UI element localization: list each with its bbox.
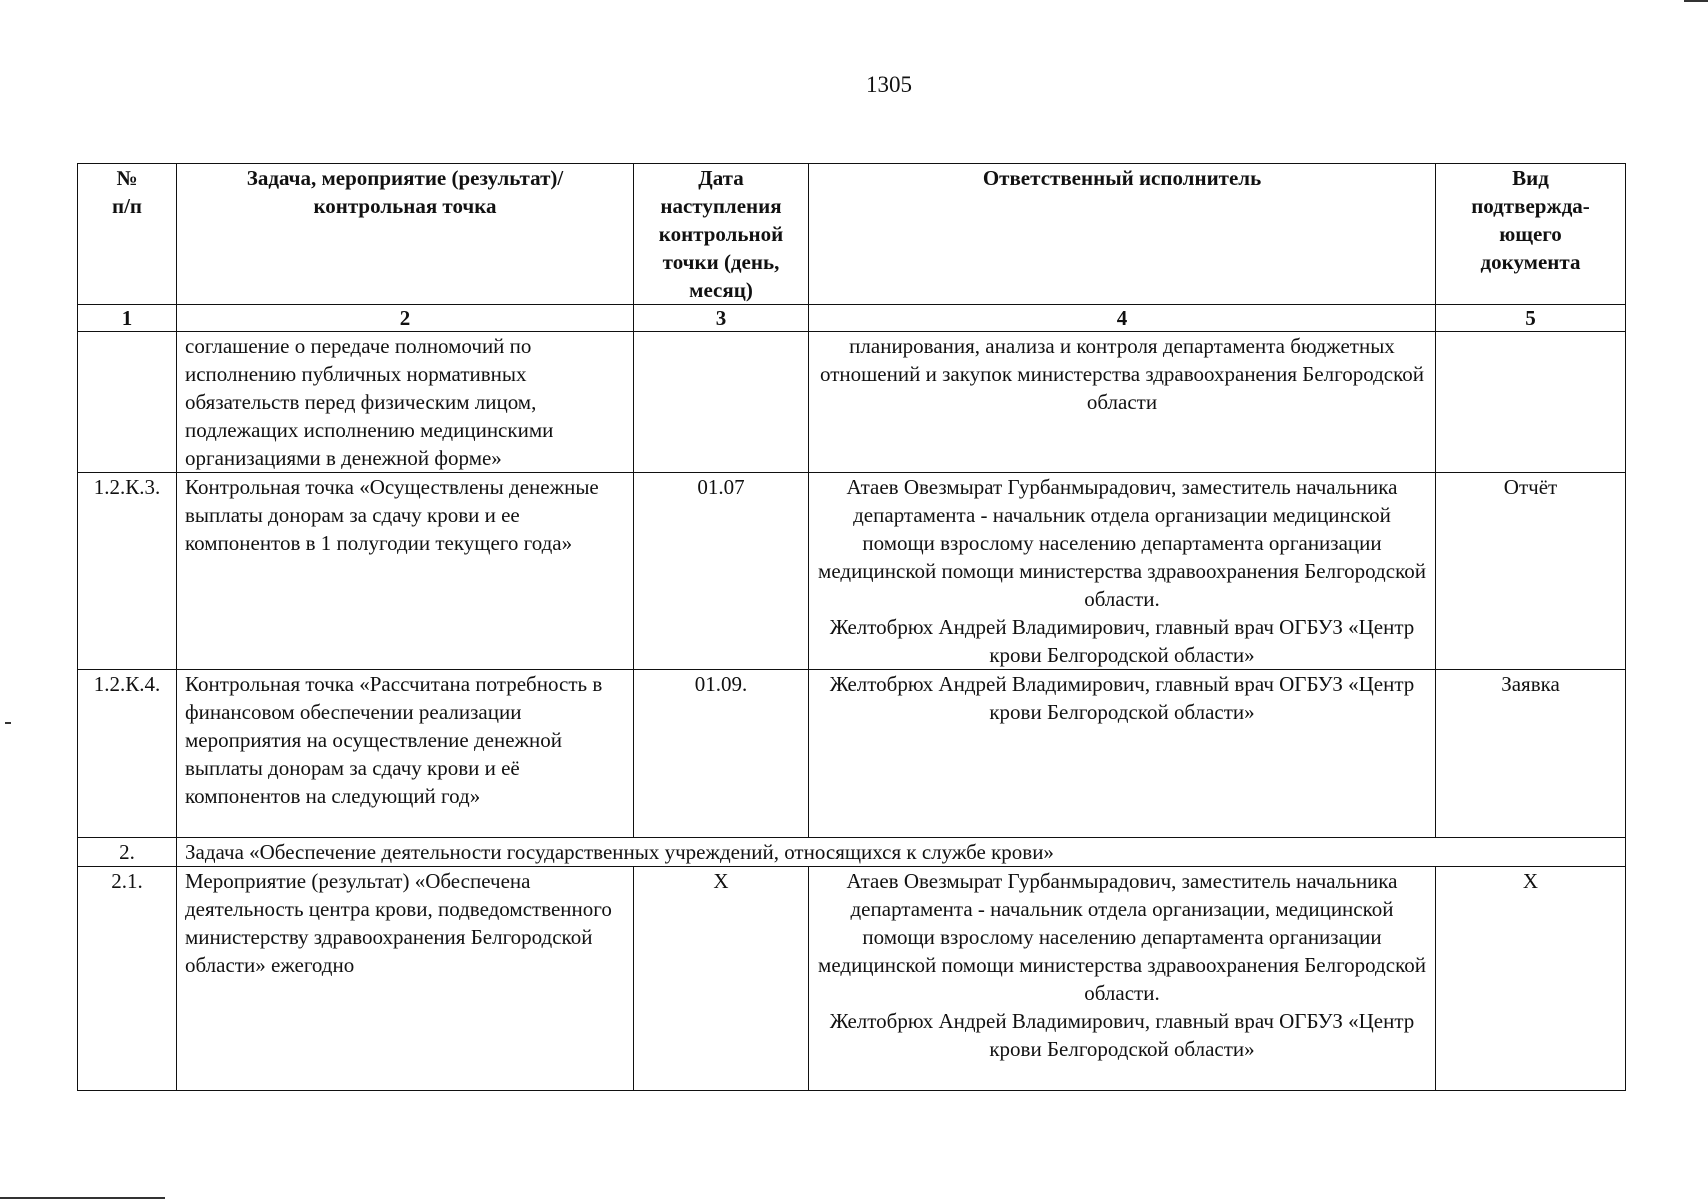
row-responsible: Атаев Овезмырат Гурбанмырадович, заместитель начальника департамента - начальник отдела организации, медицинской помощи взрослому населению департамента организации медицинской помощи министерства здравоохранения Белгородской области. Желтобрюх Андрей Владимирович, главный врач ОГБУЗ «Центр крови Белгородской области» [809, 867, 1436, 1091]
scan-edge-mark [1684, 0, 1708, 2]
page-number: 1305 [866, 72, 912, 97]
row-date [634, 332, 809, 473]
row-document-type: Отчёт [1436, 473, 1626, 670]
row-responsible: планирования, анализа и контроля департамента бюджетных отношений и закупок министерства здравоохранения Белгородской области [809, 332, 1436, 473]
row-task: Контрольная точка «Осуществлены денежные выплаты донорам за сдачу крови и ее компонентов в 1 полугодии текущего года» [177, 473, 634, 670]
row-task: соглашение о передаче полномочий по исполнению публичных нормативных обязательств перед физическим лицом, подлежащих исполнению медицинскими организациями в денежной форме» [177, 332, 634, 473]
row-number: 1.2.К.3. [78, 473, 177, 670]
header-date: Дата наступления контрольной точки (день, месяц) [634, 164, 809, 305]
row-number [78, 332, 177, 473]
header-document-type: Вид подтвержда- ющего документа [1436, 164, 1626, 305]
header-responsible: Ответственный исполнитель [809, 164, 1436, 305]
row-responsible: Атаев Овезмырат Гурбанмырадович, заместитель начальника департамента - начальник отдела организации медицинской помощи взрослому населению департамента организации медицинской помощи министерства здравоохранения Белгородской области. Желтобрюх Андрей Владимирович, главный врач ОГБУЗ «Центр крови Белгородской области» [809, 473, 1436, 670]
column-number: 4 [809, 305, 1436, 332]
row-task: Контрольная точка «Рассчитана потребность в финансовом обеспечении реализации мероприятия на осуществление денежной выплаты донорам за сдачу крови и её компонентов на следующий год» [177, 670, 634, 838]
column-number: 1 [78, 305, 177, 332]
table-header-row [78, 164, 1626, 305]
row-document-type: Заявка [1436, 670, 1626, 838]
column-number: 5 [1436, 305, 1626, 332]
scan-edge-mark [0, 1197, 165, 1199]
row-date: Х [634, 867, 809, 1091]
row-number: 2. [78, 838, 177, 867]
table-row [78, 670, 1626, 838]
table-row [78, 332, 1626, 473]
row-task-heading: Задача «Обеспечение деятельности государственных учреждений, относящихся к службе крови» [177, 838, 1626, 867]
row-date: 01.09. [634, 670, 809, 838]
column-number: 3 [634, 305, 809, 332]
row-date: 01.07 [634, 473, 809, 670]
row-responsible: Желтобрюх Андрей Владимирович, главный врач ОГБУЗ «Центр крови Белгородской области» [809, 670, 1436, 838]
table-row-task-heading [78, 838, 1626, 867]
header-number: № п/п [78, 164, 177, 305]
row-task: Мероприятие (результат) «Обеспечена деятельность центра крови, подведомственного министерству здравоохранения Белгородской области» ежегодно [177, 867, 634, 1091]
row-number: 1.2.К.4. [78, 670, 177, 838]
column-number: 2 [177, 305, 634, 332]
row-number: 2.1. [78, 867, 177, 1091]
table-row [78, 867, 1626, 1091]
header-task: Задача, мероприятие (результат)/ контрольная точка [177, 164, 634, 305]
scan-edge-mark [5, 722, 11, 724]
column-number-row [78, 305, 1626, 332]
row-document-type [1436, 332, 1626, 473]
row-document-type: Х [1436, 867, 1626, 1091]
table-row [78, 473, 1626, 670]
control-points-table [77, 163, 1626, 1091]
